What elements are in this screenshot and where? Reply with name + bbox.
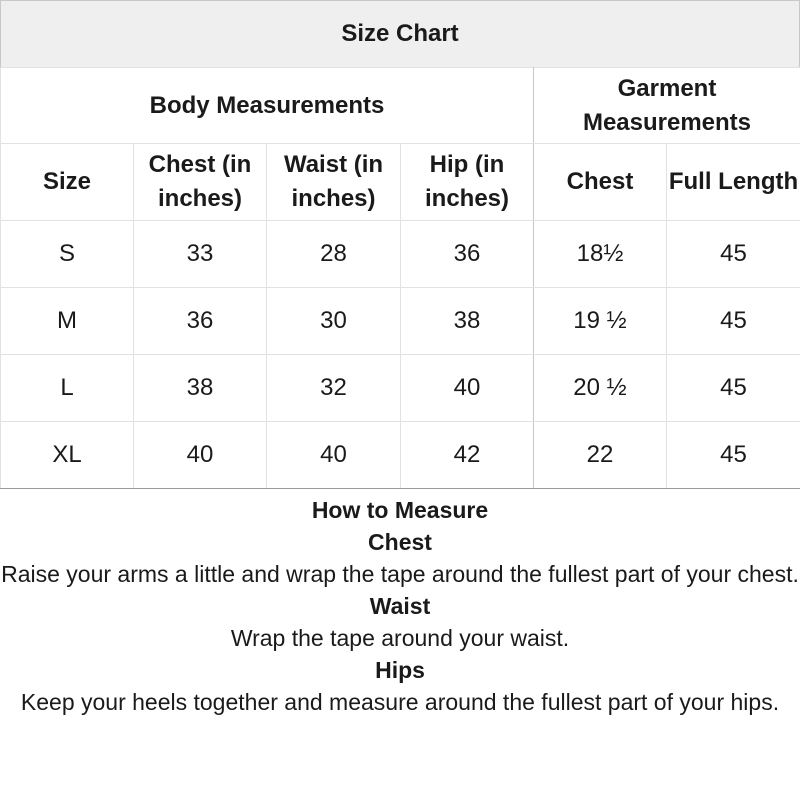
waist-instruction-title: Waist	[369, 593, 431, 619]
full-length-cell: 45	[667, 288, 800, 355]
how-to-measure-heading: How to Measure	[311, 497, 489, 523]
full-length-cell: 45	[667, 221, 800, 288]
hip-cell: 42	[401, 422, 534, 489]
table-row	[1, 221, 800, 288]
garment-chest-cell: 18½	[534, 221, 667, 288]
hip-cell: 36	[401, 221, 534, 288]
hips-instruction-text: Keep your heels together and measure around the fullest part of your hips.	[20, 689, 780, 715]
size-header: Size	[1, 144, 134, 221]
chest-cell: 36	[134, 288, 267, 355]
table-row	[1, 288, 800, 355]
group-header-row	[1, 68, 800, 144]
size-cell: S	[1, 221, 134, 288]
column-header-row	[1, 144, 800, 221]
hip-cell: 38	[401, 288, 534, 355]
chest-cell: 40	[134, 422, 267, 489]
hip-header: Hip (in inches)	[401, 144, 534, 221]
how-to-measure-section	[0, 494, 800, 718]
garment-measurements-header: Garment Measurements	[534, 68, 800, 144]
waist-instruction-text: Wrap the tape around your waist.	[230, 625, 570, 651]
size-cell: XL	[1, 422, 134, 489]
waist-cell: 40	[267, 422, 401, 489]
table-row	[1, 422, 800, 489]
waist-cell: 32	[267, 355, 401, 422]
body-measurements-header: Body Measurements	[1, 68, 534, 144]
chest-header: Chest (in inches)	[134, 144, 267, 221]
chest-cell: 38	[134, 355, 267, 422]
full-length-header: Full Length	[667, 144, 800, 221]
size-table	[0, 67, 800, 489]
garment-chest-header: Chest	[534, 144, 667, 221]
waist-cell: 28	[267, 221, 401, 288]
full-length-cell: 45	[667, 355, 800, 422]
hips-instruction-title: Hips	[375, 657, 425, 683]
garment-chest-cell: 20 ½	[534, 355, 667, 422]
garment-chest-cell: 19 ½	[534, 288, 667, 355]
garment-chest-cell: 22	[534, 422, 667, 489]
full-length-cell: 45	[667, 422, 800, 489]
chart-title: Size Chart	[0, 0, 800, 68]
size-cell: L	[1, 355, 134, 422]
size-cell: M	[1, 288, 134, 355]
waist-header: Waist (in inches)	[267, 144, 401, 221]
chest-cell: 33	[134, 221, 267, 288]
table-row	[1, 355, 800, 422]
hip-cell: 40	[401, 355, 534, 422]
chest-instruction-text: Raise your arms a little and wrap the tape around the fullest part of your chest.	[1, 561, 799, 587]
chest-instruction-title: Chest	[368, 529, 432, 555]
waist-cell: 30	[267, 288, 401, 355]
